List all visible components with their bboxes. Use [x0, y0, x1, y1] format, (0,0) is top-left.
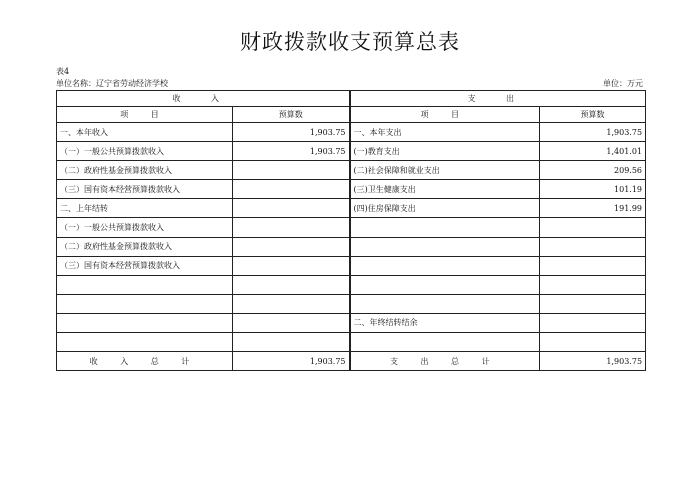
expense-amount-cell: 1,401.01: [540, 142, 646, 161]
expense-amount-cell: [540, 237, 646, 256]
income-amount-cell: [233, 237, 350, 256]
table-row: [57, 237, 646, 256]
income-amount-cell: [233, 275, 350, 294]
expense-amount-cell: [540, 218, 646, 237]
unit-name: 单位名称：辽宁省劳动经济学校: [56, 79, 168, 88]
income-amount-cell: 1,903.75: [233, 123, 350, 142]
table-row: [57, 161, 646, 180]
table-row: [57, 180, 646, 199]
expense-item-cell: [350, 333, 540, 352]
expense-total-amount: 1,903.75: [540, 352, 646, 371]
income-amount-cell: [233, 180, 350, 199]
income-amount-cell: [233, 333, 350, 352]
income-item-cell: （二）政府性基金预算拨款收入: [57, 237, 233, 256]
expense-amount-cell: [540, 294, 646, 313]
expense-amount-cell: 1,903.75: [540, 123, 646, 142]
income-amount-cell: [233, 199, 350, 218]
income-item-cell: [57, 275, 233, 294]
income-item-cell: （一）一般公共预算拨款收入: [57, 218, 233, 237]
income-item-cell: 一、本年收入: [57, 123, 233, 142]
table-row: [57, 218, 646, 237]
table-row: [57, 256, 646, 275]
income-item-header: 项 目: [57, 107, 233, 123]
expense-amount-cell: 191.99: [540, 199, 646, 218]
expense-item-cell: [350, 218, 540, 237]
income-amount-cell: [233, 218, 350, 237]
expense-amount-header: 预算数: [540, 107, 646, 123]
expense-amount-cell: 101.19: [540, 180, 646, 199]
expense-item-cell: 一、本年支出: [350, 123, 540, 142]
totals-row: [57, 352, 646, 371]
table-row: [57, 313, 646, 332]
expense-section-header: 支 出: [350, 91, 646, 107]
table-row: [57, 199, 646, 218]
expense-amount-cell: [540, 313, 646, 332]
income-amount-header: 预算数: [233, 107, 350, 123]
income-amount-cell: [233, 161, 350, 180]
income-section-header: 收 入: [57, 91, 350, 107]
expense-item-cell: (四)住房保障支出: [350, 199, 540, 218]
income-amount-cell: [233, 256, 350, 275]
income-item-cell: （三）国有资本经营预算拨款收入: [57, 256, 233, 275]
expense-item-cell: (三)卫生健康支出: [350, 180, 540, 199]
expense-item-cell: (一)教育支出: [350, 142, 540, 161]
table-row: [57, 294, 646, 313]
expense-item-cell: 二、年终结转结余: [350, 313, 540, 332]
expense-amount-cell: [540, 333, 646, 352]
income-amount-cell: 1,903.75: [233, 142, 350, 161]
income-item-cell: [57, 333, 233, 352]
column-header-row: [57, 107, 646, 123]
expense-total-label: 支 出 总 计: [350, 352, 540, 371]
page-title: 财政拨款收支预算总表: [240, 30, 460, 54]
income-item-cell: （二）政府性基金预算拨款收入: [57, 161, 233, 180]
table-row: [57, 275, 646, 294]
expense-item-cell: [350, 294, 540, 313]
expense-item-header: 项 目: [350, 107, 540, 123]
expense-item-cell: [350, 275, 540, 294]
expense-amount-cell: [540, 256, 646, 275]
expense-amount-cell: 209.56: [540, 161, 646, 180]
section-header-row: [57, 91, 646, 107]
income-total-amount: 1,903.75: [233, 352, 350, 371]
expense-amount-cell: [540, 275, 646, 294]
unit-label: 单位：万元: [603, 79, 643, 88]
income-item-cell: （三）国有资本经营预算拨款收入: [57, 180, 233, 199]
table-number: 表4: [56, 67, 70, 76]
expense-item-cell: (二)社会保障和就业支出: [350, 161, 540, 180]
expense-item-cell: [350, 237, 540, 256]
income-total-label: 收 入 总 计: [57, 352, 233, 371]
income-item-cell: [57, 313, 233, 332]
income-amount-cell: [233, 294, 350, 313]
budget-table: [56, 90, 646, 371]
income-amount-cell: [233, 313, 350, 332]
table-row: [57, 123, 646, 142]
table-row: [57, 142, 646, 161]
table-row: [57, 333, 646, 352]
income-item-cell: [57, 294, 233, 313]
expense-item-cell: [350, 256, 540, 275]
income-item-cell: （一）一般公共预算拨款收入: [57, 142, 233, 161]
income-item-cell: 二、上年结转: [57, 199, 233, 218]
